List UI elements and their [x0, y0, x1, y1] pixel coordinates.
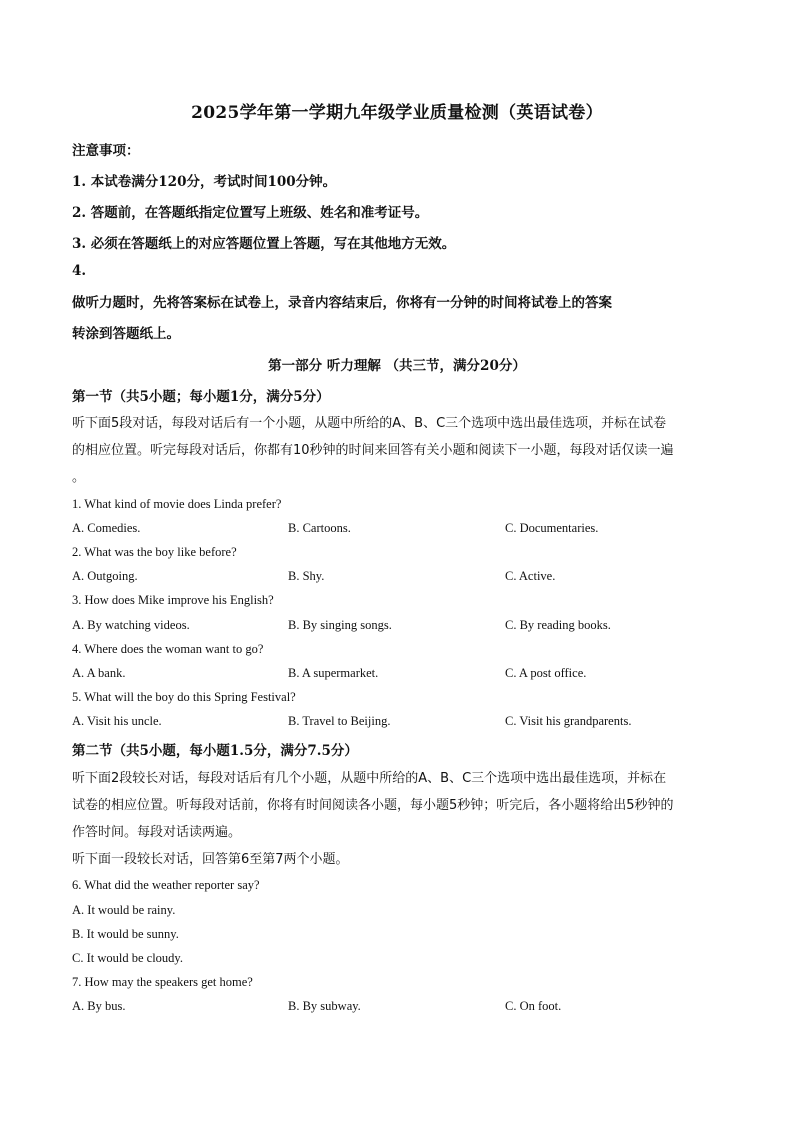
notice-item-1: 1. 本试卷满分120分，考试时间100分钟。 [72, 174, 337, 190]
question-1-option-a[interactable]: A. Comedies. [72, 521, 141, 535]
question-2-option-a[interactable]: A. Outgoing. [72, 569, 138, 583]
question-5-option-b[interactable]: B. Travel to Beijing. [288, 714, 391, 728]
question-6-option-c[interactable]: C. It would be cloudy. [72, 951, 183, 965]
notice-item-4-line2: 转涂到答题纸上。 [72, 326, 180, 342]
question-6-stem: 6. What did the weather reporter say? [72, 878, 260, 892]
section2-instruction-1: 听下面2段较长对话，每段对话后有几个小题，从题中所给的A、B、C三个选项中选出最佳选项，并标在 [72, 771, 667, 786]
question-3-stem: 3. How does Mike improve his English? [72, 593, 274, 607]
question-5-option-a[interactable]: A. Visit his uncle. [72, 714, 162, 728]
section2-instruction-3: 作答时间。每段对话读两遍。 [72, 825, 242, 840]
question-2-option-c[interactable]: C. Active. [505, 569, 556, 583]
question-4-option-c[interactable]: C. A post office. [505, 666, 587, 680]
notice-heading: 注意事项： [72, 143, 140, 159]
question-2-stem: 2. What was the boy like before? [72, 545, 237, 559]
section1-instruction-1: 听下面5段对话，每段对话后有一个小题，从题中所给的A、B、C三个选项中选出最佳选项，并标在试卷 [72, 416, 667, 431]
question-4-stem: 4. Where does the woman want to go? [72, 642, 264, 656]
notice-item-2: 2. 答题前，在答题纸指定位置写上班级、姓名和准考证号。 [72, 205, 429, 221]
question-3-option-b[interactable]: B. By singing songs. [288, 618, 392, 632]
question-1-option-c[interactable]: C. Documentaries. [505, 521, 599, 535]
question-6-option-a[interactable]: A. It would be rainy. [72, 903, 176, 917]
section1-instruction-2: 的相应位置。听完每段对话后，你都有10秒钟的时间来回答有关小题和阅读下一小题，每段对话仅读一遍 [72, 443, 674, 458]
question-6-option-b[interactable]: B. It would be sunny. [72, 927, 179, 941]
question-7-option-a[interactable]: A. By bus. [72, 999, 126, 1013]
section2-instruction-4: 听下面一段较长对话，回答第6至第7两个小题。 [72, 852, 349, 867]
question-2-option-b[interactable]: B. Shy. [288, 569, 325, 583]
notice-item-3: 3. 必须在答题纸上的对应答题位置上答题，写在其他地方无效。 [72, 236, 456, 252]
question-7-option-b[interactable]: B. By subway. [288, 999, 361, 1013]
section2-instruction-2: 试卷的相应位置。听每段对话前，你将有时间阅读各小题，每小题5秒钟；听完后，各小题将给出5秒钟的 [72, 798, 674, 813]
section1-instruction-3: 。 [72, 470, 86, 485]
question-5-stem: 5. What will the boy do this Spring Festival? [72, 690, 296, 704]
section1-title: 第一节（共5小题；每小题1分，满分5分） [72, 389, 330, 405]
question-7-stem: 7. How may the speakers get home? [72, 975, 253, 989]
question-4-option-b[interactable]: B. A supermarket. [288, 666, 379, 680]
question-1-stem: 1. What kind of movie does Linda prefer? [72, 497, 282, 511]
section2-title: 第二节（共5小题，每小题1.5分，满分7.5分） [72, 743, 358, 759]
notice-item-4-line1: 做听力题时，先将答案标在试卷上，录音内容结束后，你将有一分钟的时间将试卷上的答案 [72, 295, 612, 311]
question-4-option-a[interactable]: A. A bank. [72, 666, 126, 680]
notice-item-4-number: 4. [72, 263, 87, 279]
exam-title: 2025学年第一学期九年级学业质量检测（英语试卷） [191, 103, 603, 123]
question-7-option-c[interactable]: C. On foot. [505, 999, 562, 1013]
part1-title: 第一部分 听力理解 （共三节，满分20分） [268, 358, 526, 374]
question-5-option-c[interactable]: C. Visit his grandparents. [505, 714, 632, 728]
question-3-option-c[interactable]: C. By reading books. [505, 618, 611, 632]
question-3-option-a[interactable]: A. By watching videos. [72, 618, 190, 632]
question-1-option-b[interactable]: B. Cartoons. [288, 521, 351, 535]
